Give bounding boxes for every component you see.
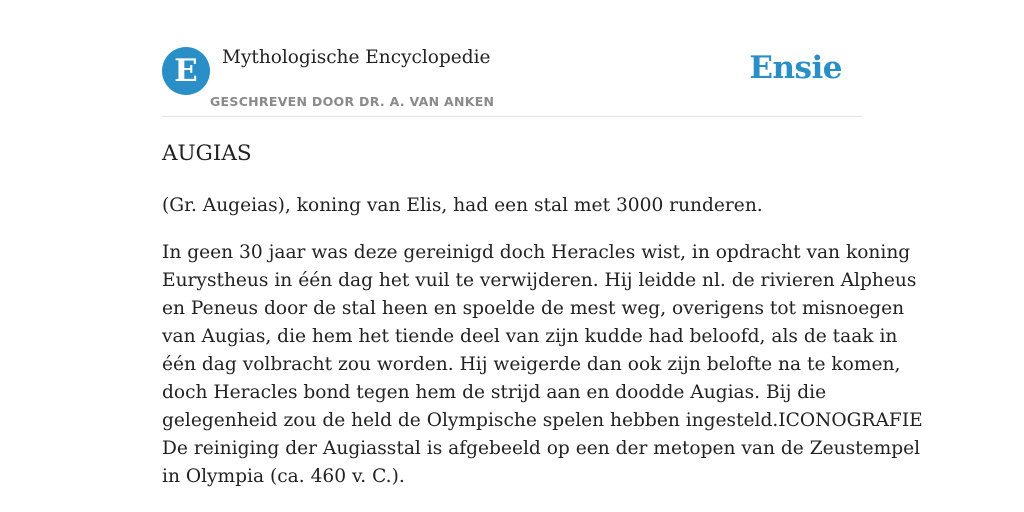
book-title-link[interactable]: Mythologische Encyclopedie — [222, 47, 491, 68]
body-line: gelegenheid zou de held de Olympische spelen hebben ingesteld.ICONOGRAFIE — [162, 410, 923, 431]
body-line: in Olympia (ca. 460 v. C.). — [162, 466, 405, 487]
entry-body-paragraph — [162, 239, 923, 491]
site-header — [162, 46, 862, 117]
body-line: van Augias, die hem het tiende deel van zijn kudde had beloofd, als de taak in — [162, 326, 898, 347]
body-line: doch Heracles bond tegen hem de strijd aan en doodde Augias. Bij die — [162, 382, 827, 403]
body-line: In geen 30 jaar was deze gereinigd doch Heracles wist, in opdracht van koning — [162, 242, 911, 263]
body-line: Eurystheus in één dag het vuil te verwijderen. Hij leidde nl. de rivieren Alpheus — [162, 270, 917, 291]
body-line: en Peneus door de stal heen en spoelde de mest weg, overigens tot misnoegen — [162, 298, 905, 319]
body-line: één dag volbracht zou worden. Hij weigerde dan ook zijn belofte na te komen, — [162, 354, 901, 375]
encyclopedia-logo-icon[interactable]: E — [162, 47, 210, 95]
ensie-brand-logo[interactable]: Ensie — [749, 50, 842, 86]
body-line: De reiniging der Augiasstal is afgebeeld op een der metopen van de Zeustempel — [162, 438, 921, 459]
entry-title: AUGIAS — [162, 141, 252, 166]
entry-intro-text: (Gr. Augeias), koning van Elis, had een stal met 3000 runderen. — [162, 195, 763, 216]
entry-intro-paragraph — [162, 192, 862, 220]
author-line: GESCHREVEN DOOR DR. A. VAN ANKEN — [210, 94, 495, 109]
